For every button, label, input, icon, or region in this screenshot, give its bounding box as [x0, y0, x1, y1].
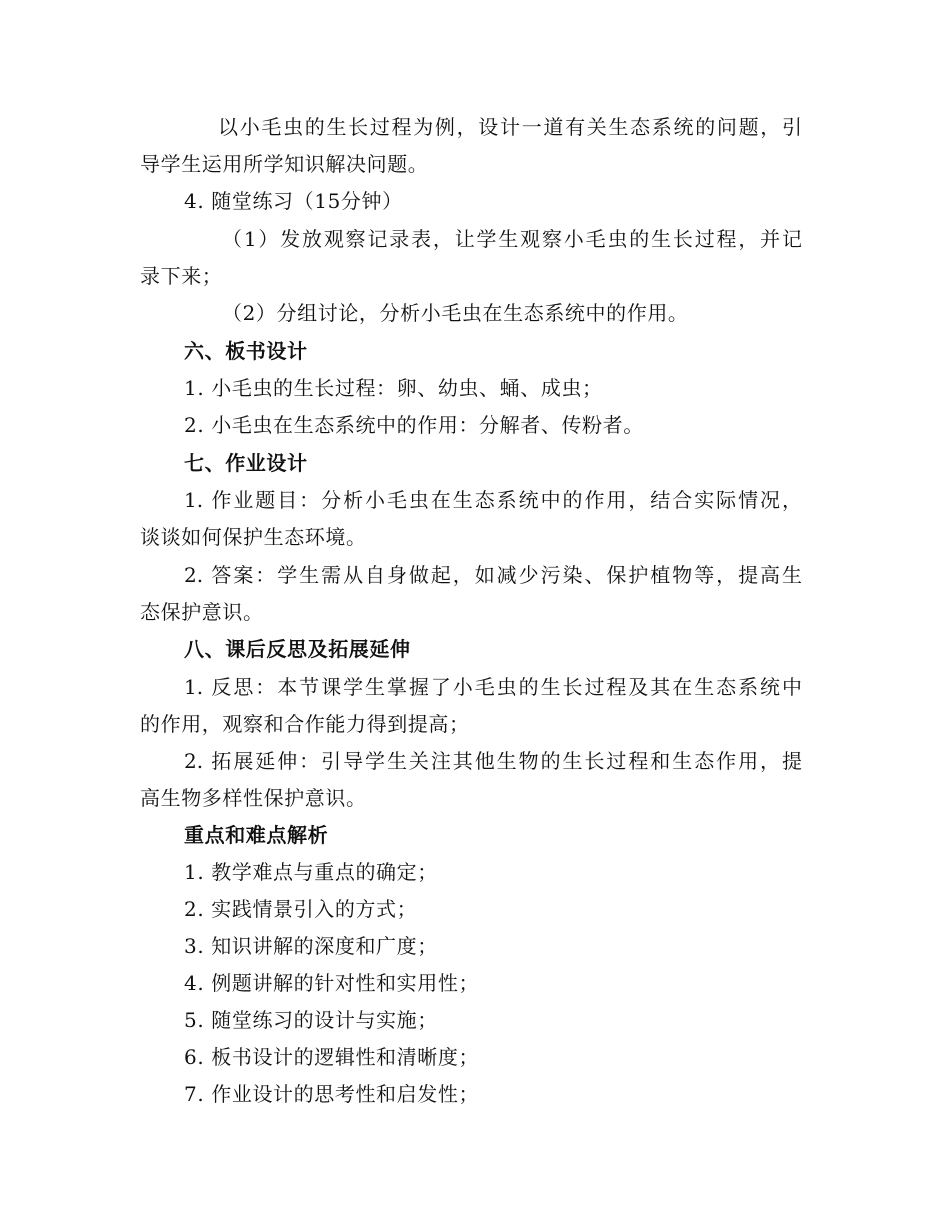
paragraph-line: 态保护意识。	[140, 600, 264, 624]
paragraph-line: （1）发放观察记录表，让学生观察小毛虫的生长过程，并记	[222, 227, 802, 251]
list-item: 1. 反思：本节课学生掌握了小毛虫的生长过程及其在生态系统中	[184, 675, 802, 699]
paragraph-line: （2）分组讨论，分析小毛虫在生态系统中的作用。	[222, 301, 689, 325]
section-heading: 八、课后反思及拓展延伸	[184, 637, 411, 661]
list-item: 4. 随堂练习（15分钟）	[184, 189, 403, 213]
list-item: 4. 例题讲解的针对性和实用性；	[184, 971, 480, 995]
list-item: 1. 作业题目：分析小毛虫在生态系统中的作用，结合实际情况，	[184, 488, 802, 512]
list-item: 3. 知识讲解的深度和广度；	[184, 934, 438, 958]
list-item: 2. 答案：学生需从自身做起，如减少污染、保护植物等，提高生	[184, 563, 802, 587]
paragraph-line: 以小毛虫的生长过程为例，设计一道有关生态系统的问题，引	[218, 115, 802, 139]
section-heading: 七、作业设计	[184, 451, 308, 475]
paragraph-line: 高生物多样性保护意识。	[140, 786, 367, 810]
paragraph-line: 导学生运用所学知识解决问题。	[140, 152, 429, 176]
list-item: 2. 拓展延伸：引导学生关注其他生物的生长过程和生态作用，提	[184, 749, 802, 773]
section-heading: 六、板书设计	[184, 339, 308, 363]
section-heading: 重点和难点解析	[184, 823, 329, 847]
paragraph-line: 录下来；	[140, 264, 223, 288]
paragraph-line: 的作用，观察和合作能力得到提高；	[140, 712, 470, 736]
paragraph-line: 谈谈如何保护生态环境。	[140, 525, 367, 549]
list-item: 6. 板书设计的逻辑性和清晰度；	[184, 1045, 480, 1069]
list-item: 1. 小毛虫的生长过程：卵、幼虫、蛹、成虫；	[184, 376, 603, 400]
list-item: 2. 小毛虫在生态系统中的作用：分解者、传粉者。	[184, 413, 644, 437]
list-item: 1. 教学难点与重点的确定；	[184, 860, 438, 884]
list-item: 7. 作业设计的思考性和启发性；	[184, 1082, 480, 1106]
list-item: 2. 实践情景引入的方式；	[184, 897, 418, 921]
list-item: 5. 随堂练习的设计与实施；	[184, 1008, 438, 1032]
